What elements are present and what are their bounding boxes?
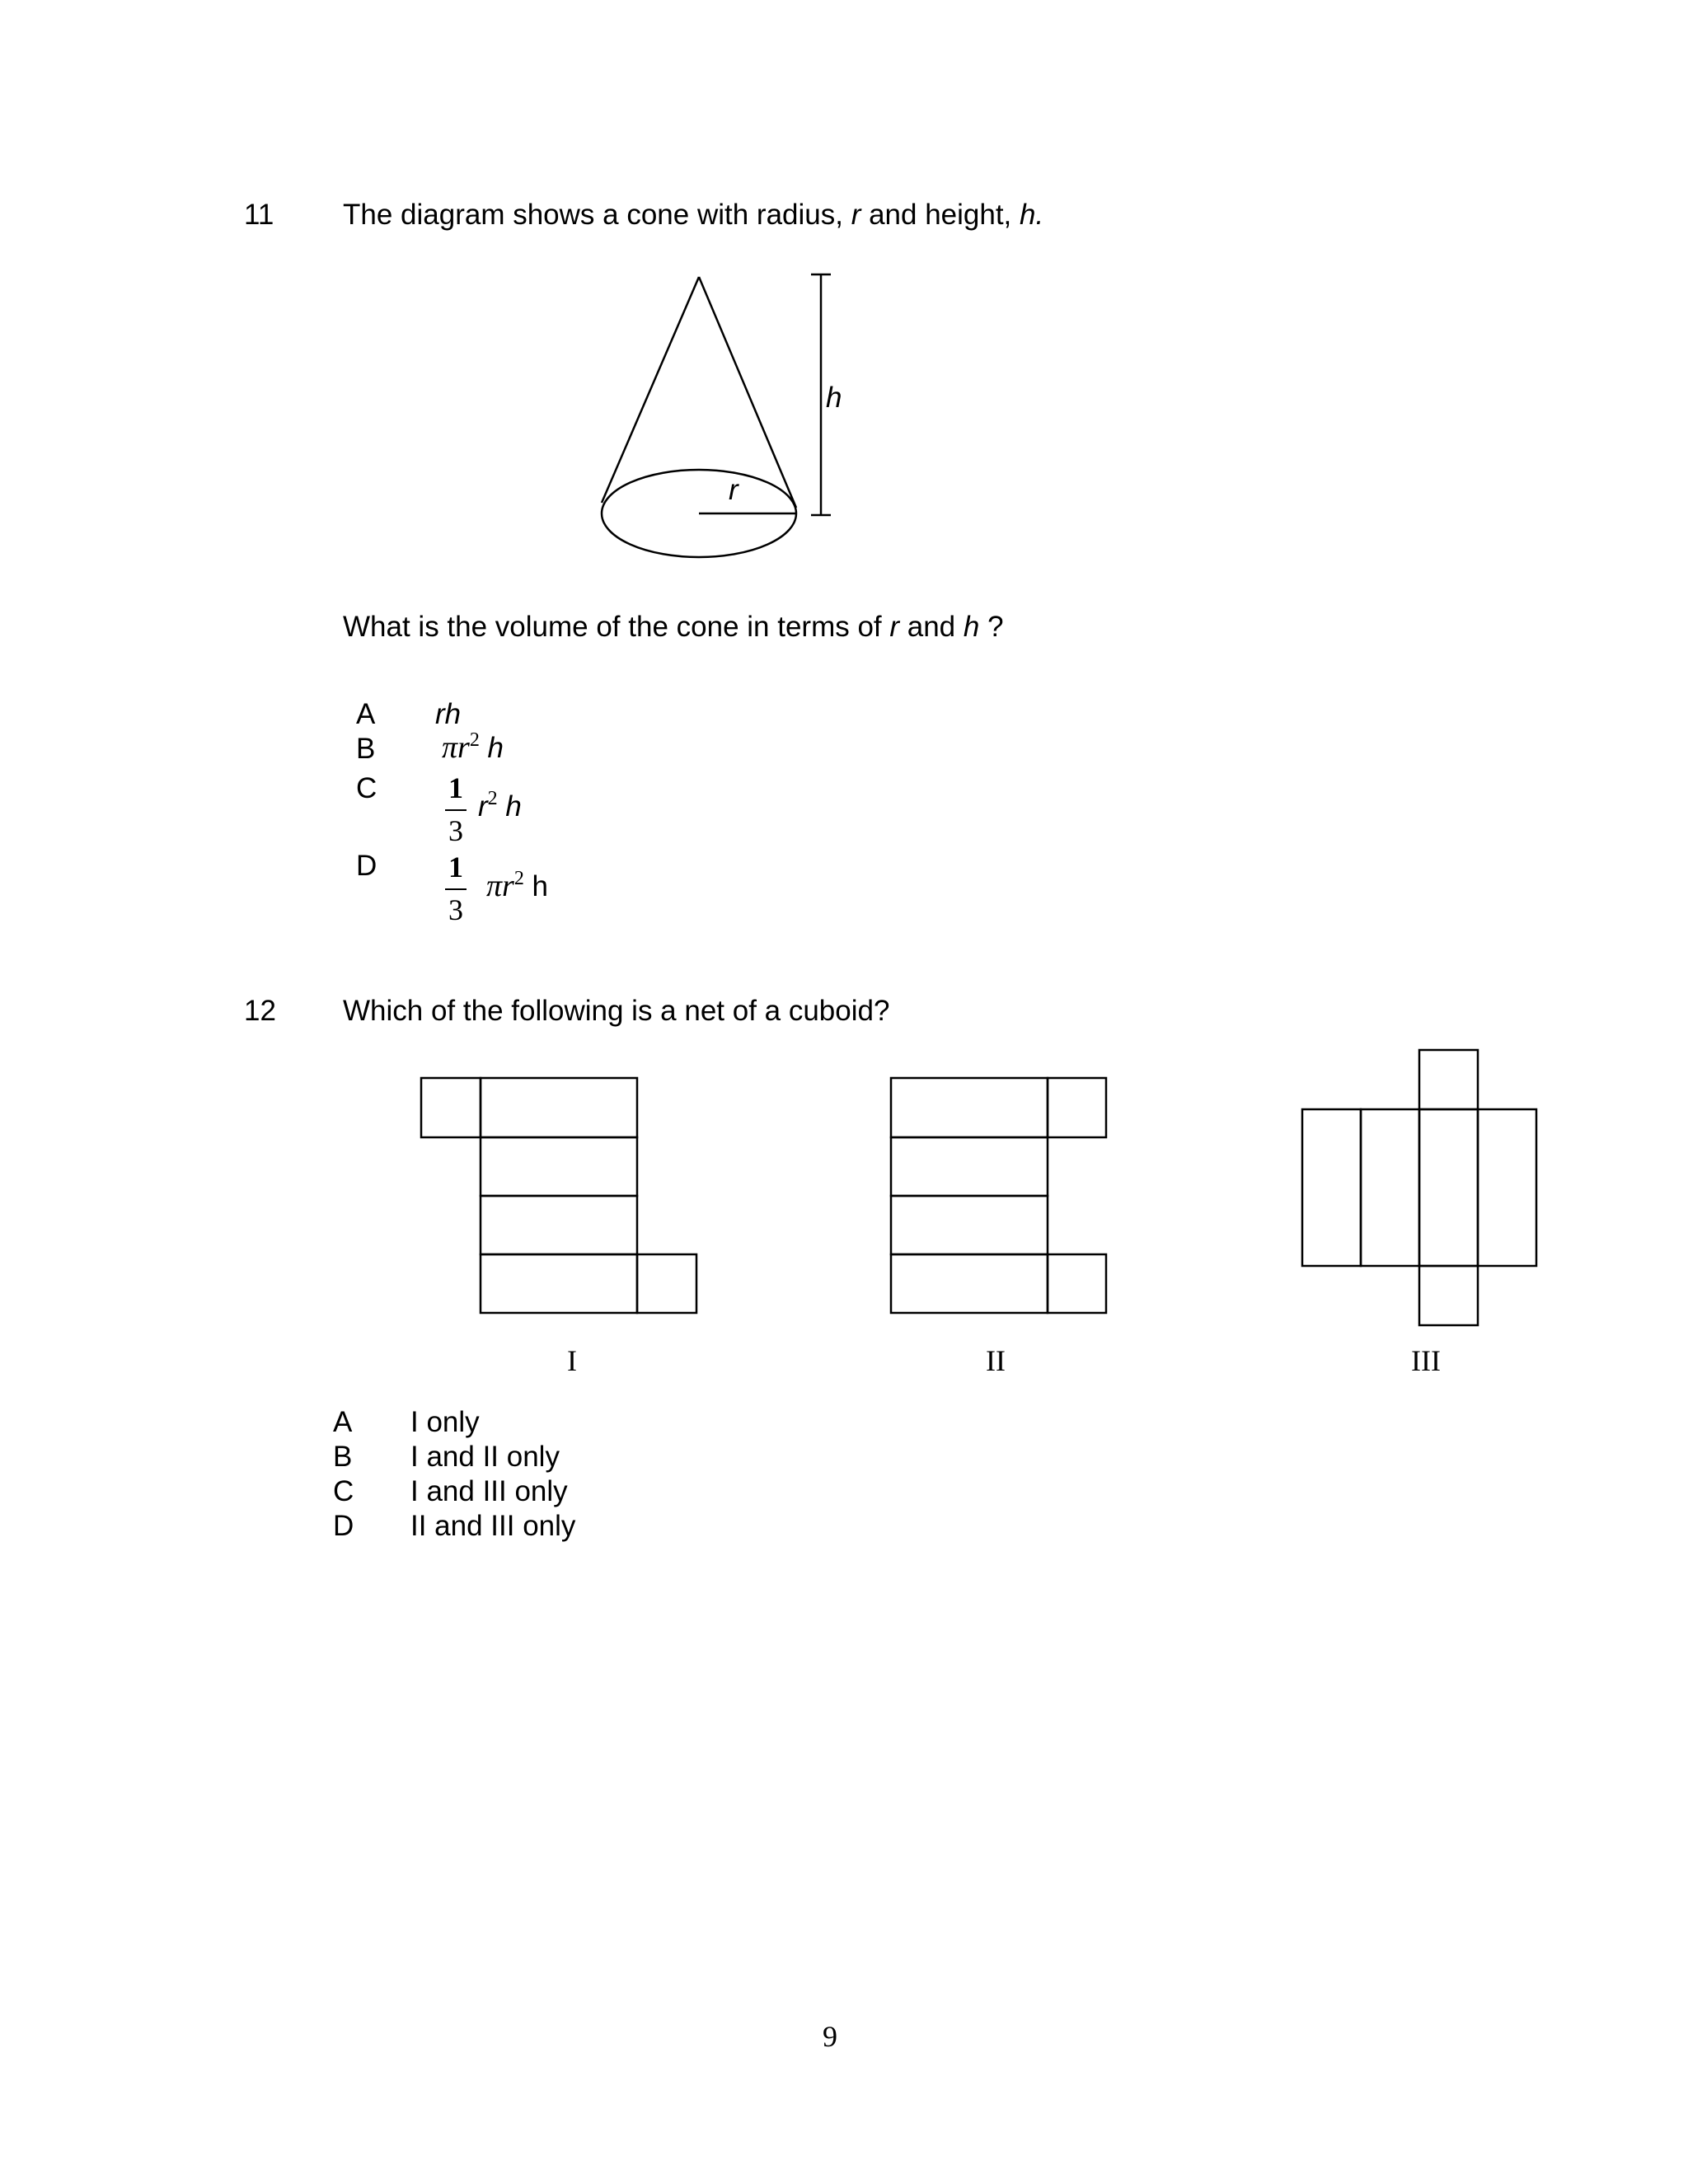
q12-option-c-letter[interactable]: C [333, 1475, 354, 1507]
q11-stem-h: h. [1020, 199, 1044, 231]
q11-option-d-pi-r: πr [486, 869, 514, 903]
net-ii-face [1048, 1254, 1106, 1313]
q11-option-c-denominator: 3 [448, 814, 463, 847]
net-label-ii: II [986, 1344, 1006, 1377]
net-iii-face [1419, 1109, 1478, 1266]
q11-option-c-base: r [478, 790, 488, 823]
net-iii-face [1302, 1109, 1361, 1266]
q11-option-a-letter[interactable]: A [356, 698, 376, 730]
net-i-face [481, 1254, 637, 1313]
page-number: 9 [823, 2020, 837, 2053]
q12-option-c-text: I and III only [410, 1475, 568, 1507]
cone-label-h: h [826, 382, 842, 414]
q11-number: 11 [244, 199, 274, 231]
net-i-face [421, 1078, 481, 1137]
q11-option-a-expr: rh [435, 698, 462, 730]
net-iii-face [1419, 1050, 1478, 1109]
q12-number: 12 [244, 995, 276, 1027]
q11-stem-r: r [851, 199, 861, 231]
net-label-i: I [567, 1344, 577, 1377]
q11-question-prefix: What is the volume of the cone in terms of [343, 611, 890, 643]
q11-option-d-tail: h [523, 870, 549, 902]
net-ii [891, 1078, 1106, 1313]
net-iii-face [1361, 1109, 1419, 1266]
net-ii-face [891, 1137, 1048, 1196]
q12-option-b-text: I and II only [410, 1441, 560, 1473]
q11-option-c-exp: 2 [487, 788, 498, 809]
q12-option-a-text: I only [410, 1406, 480, 1438]
cone-label-r: r [729, 474, 738, 506]
q11-option-d-denominator: 3 [448, 893, 463, 926]
q12-option-d-text: II and III only [410, 1510, 576, 1542]
q11-option-b-pi-r: πr [442, 730, 470, 765]
net-iii-face [1419, 1266, 1478, 1325]
q12-option-d-letter[interactable]: D [333, 1510, 354, 1542]
q12-stem: Which of the following is a net of a cuboid? [343, 995, 890, 1027]
q11-option-b-letter[interactable]: B [356, 733, 376, 765]
net-iii-face [1478, 1109, 1536, 1266]
net-ii-face [891, 1078, 1048, 1137]
q11-option-b-tail: h [479, 732, 504, 764]
q11-stem-prefix: The diagram shows a cone with radius, [343, 199, 851, 231]
net-i-face [481, 1078, 637, 1137]
net-i-face [637, 1254, 696, 1313]
net-ii-face [891, 1196, 1048, 1254]
net-iii [1302, 1050, 1536, 1325]
q12-option-a-letter[interactable]: A [333, 1406, 353, 1438]
net-label-iii: III [1411, 1344, 1441, 1377]
q12-option-b-letter[interactable]: B [333, 1441, 353, 1473]
q11-question-suffix: ? [979, 611, 1004, 643]
q11-question-mid: and [899, 611, 964, 643]
net-ii-face [891, 1254, 1048, 1313]
q11-option-d-letter[interactable]: D [356, 850, 377, 882]
net-i-face [481, 1196, 637, 1254]
net-i-face [481, 1137, 637, 1196]
q11-question-r: r [889, 611, 900, 643]
q11-stem-mid: and height, [860, 199, 1020, 231]
q11-option-c-letter[interactable]: C [356, 772, 377, 804]
q11-option-d-numerator: 1 [448, 851, 463, 883]
q11-option-b-exp: 2 [469, 729, 480, 751]
q11-option-d-exp: 2 [513, 868, 524, 889]
q11-option-c-numerator: 1 [448, 771, 463, 804]
q11-question-h: h [963, 611, 980, 643]
q11-option-c-tail: h [497, 790, 522, 823]
net-i [421, 1078, 696, 1313]
net-ii-face [1048, 1078, 1106, 1137]
